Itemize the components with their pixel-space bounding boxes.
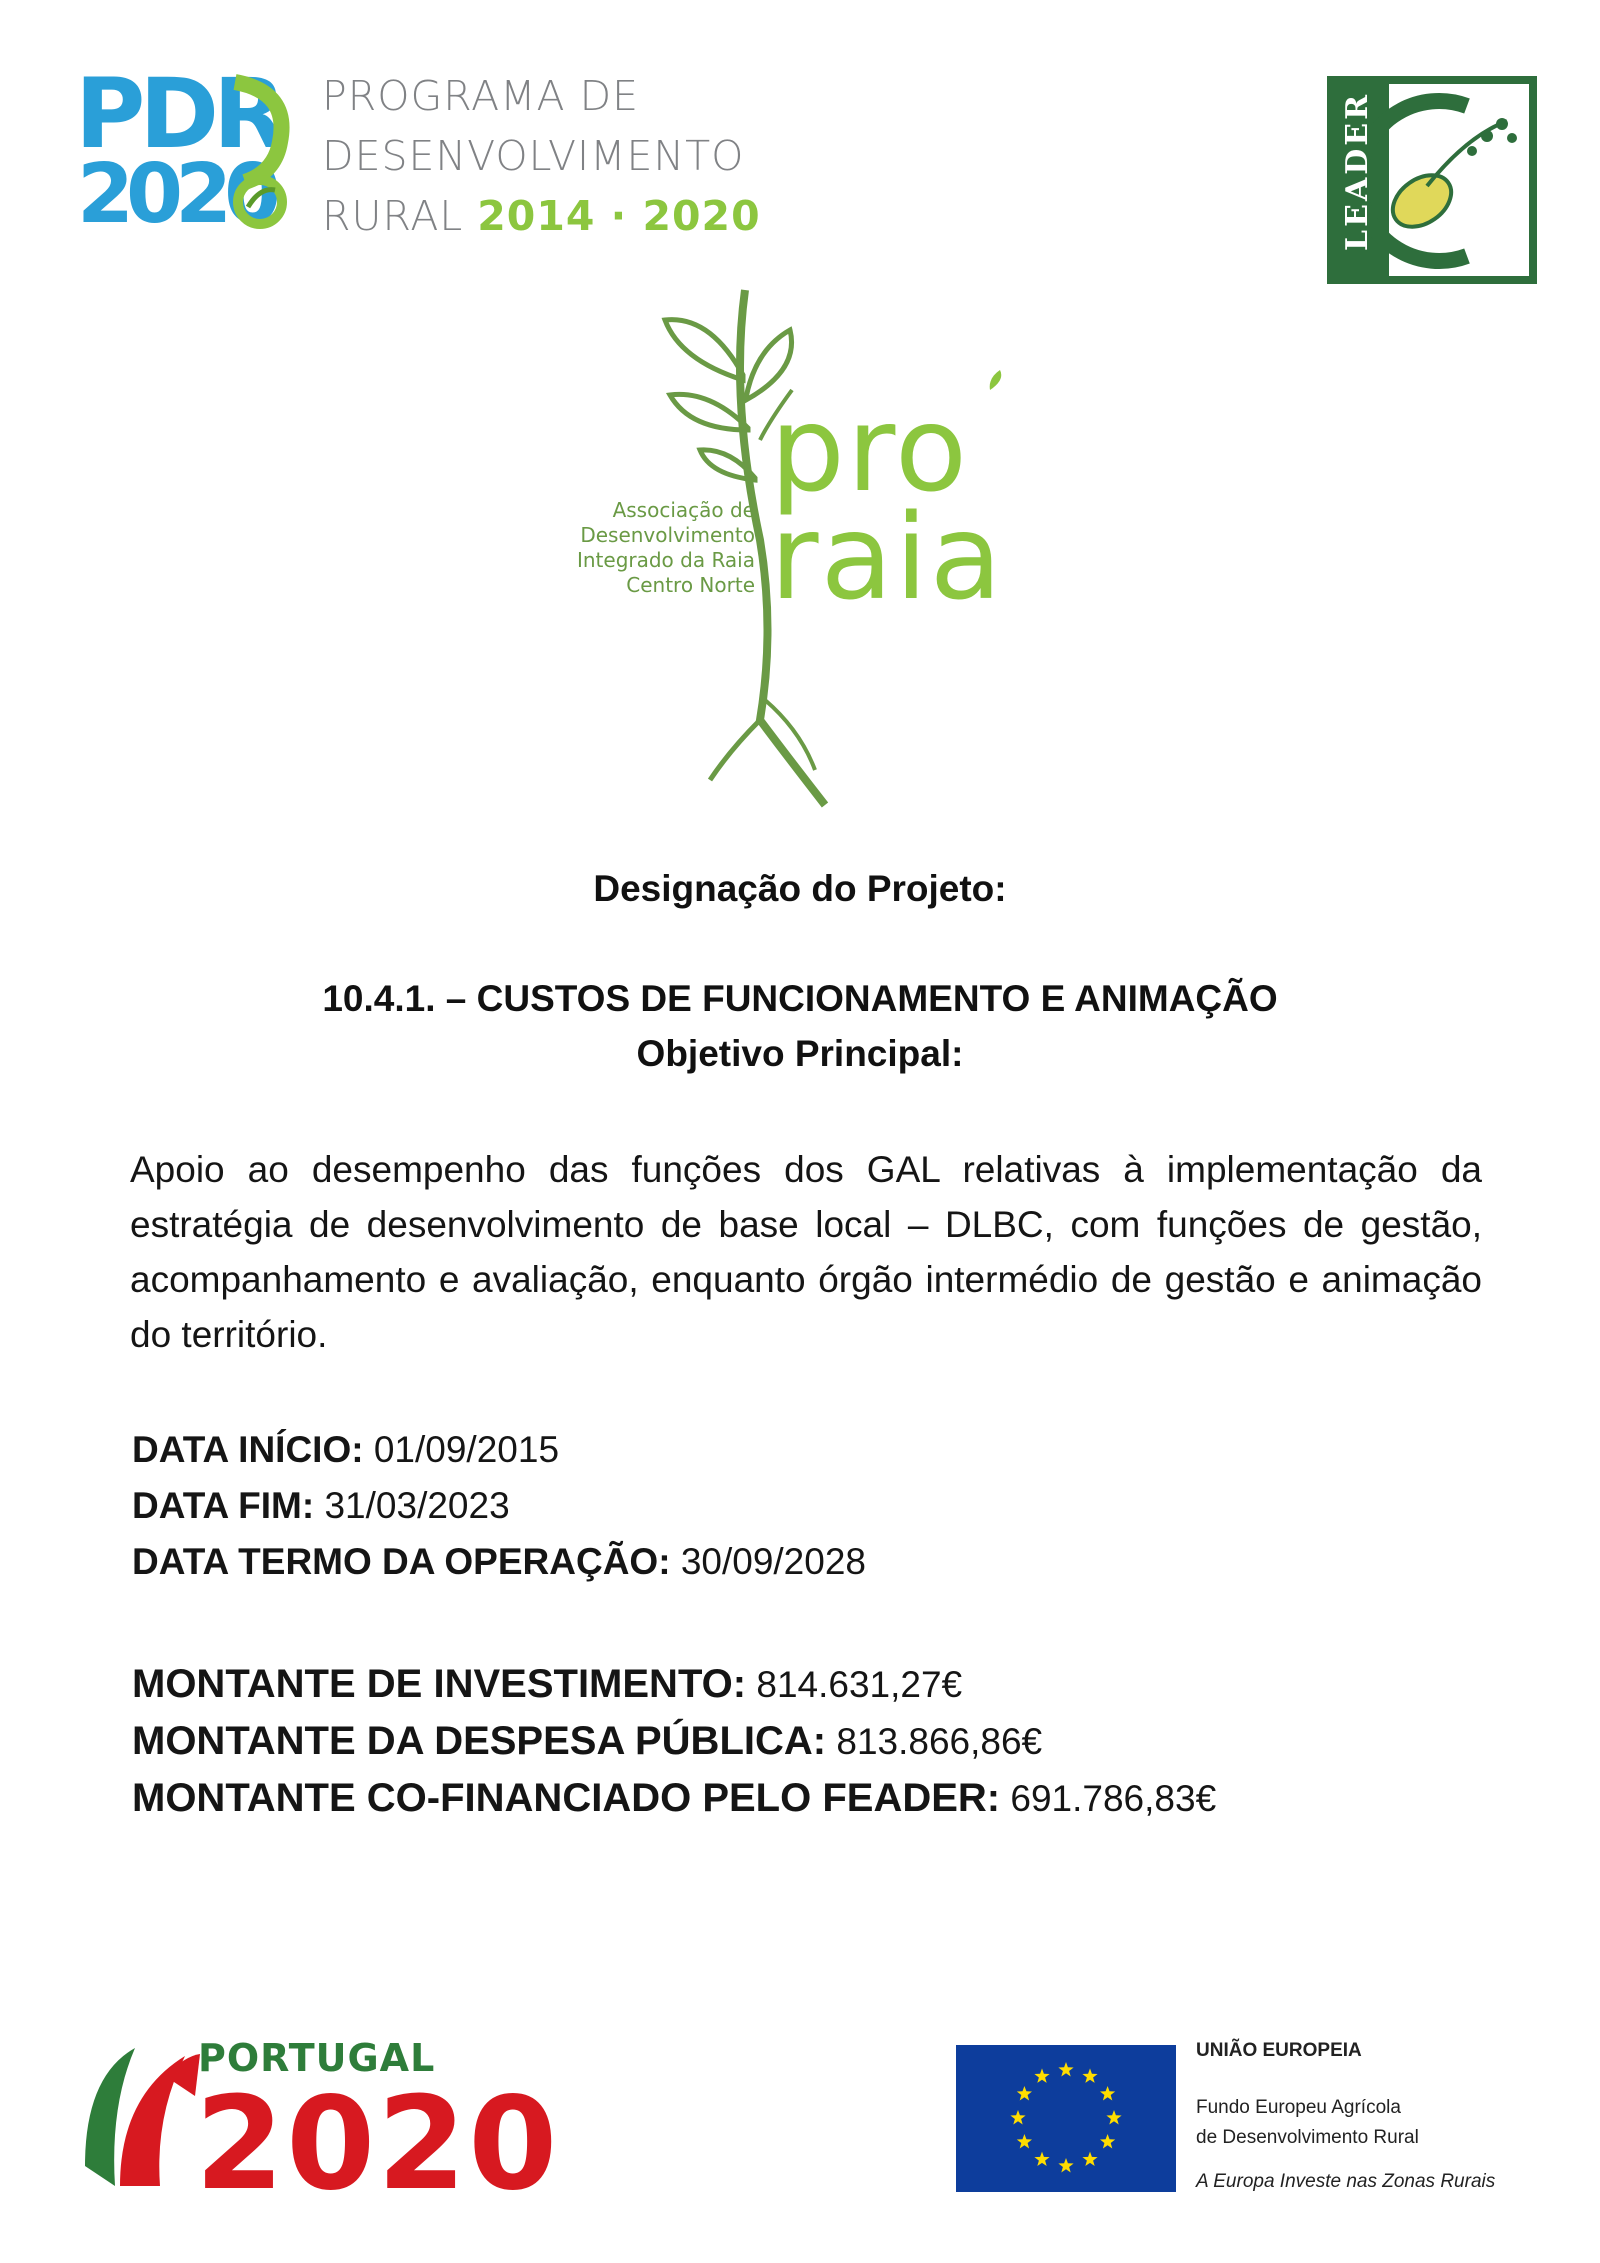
eu-fund-line-1: Fundo Europeu Agrícola bbox=[1196, 2097, 1401, 2118]
amount-label: MONTANTE DE INVESTIMENTO: bbox=[132, 1662, 747, 1706]
date-row bbox=[132, 1478, 866, 1534]
date-label: DATA INÍCIO: bbox=[132, 1429, 364, 1470]
eu-title: UNIÃO EUROPEIA bbox=[1196, 2040, 1362, 2061]
amount-label: MONTANTE CO-FINANCIADO PELO FEADER: bbox=[132, 1776, 1001, 1820]
amounts-block bbox=[132, 1656, 1216, 1827]
project-code: 10.4.1. – CUSTOS DE FUNCIONAMENTO E ANIMAÇÃO bbox=[322, 978, 1278, 1019]
pdr-line-2: DESENVOLVIMENTO bbox=[322, 132, 745, 180]
date-label: DATA FIM: bbox=[132, 1485, 315, 1526]
proraia-word-top: pro bbox=[770, 380, 970, 518]
objective-text: Apoio ao desempenho das funções dos GAL relativas à implementação da estratégia de desenvolvimento de base local – DLBC, com funções de gestão, acompanhamento e avaliação, enquanto órgão intermédio de gestão e animação do território. bbox=[130, 1149, 1482, 1355]
proraia-association-name bbox=[545, 498, 755, 598]
assoc-line: Desenvolvimento bbox=[580, 523, 755, 547]
pdr-line-3 bbox=[322, 186, 761, 246]
pdr2020-logo-text bbox=[322, 66, 761, 246]
amount-value: 813.866,86€ bbox=[836, 1721, 1043, 1762]
assoc-line: Integrado da Raia bbox=[576, 548, 755, 572]
amount-row bbox=[132, 1656, 1216, 1713]
leader-logo bbox=[1327, 76, 1537, 284]
amount-value: 814.631,27€ bbox=[756, 1664, 963, 1705]
amount-row bbox=[132, 1770, 1216, 1827]
date-row bbox=[132, 1422, 866, 1478]
eu-flag-icon bbox=[956, 2045, 1176, 2192]
assoc-line: Centro Norte bbox=[626, 573, 755, 597]
amount-value: 691.786,83€ bbox=[1010, 1778, 1217, 1819]
date-label: DATA TERMO DA OPERAÇÃO: bbox=[132, 1541, 671, 1582]
assoc-line: Associação de bbox=[612, 498, 755, 522]
amount-label: MONTANTE DA DESPESA PÚBLICA: bbox=[132, 1719, 827, 1763]
proraia-logo-word bbox=[770, 380, 1004, 626]
designation-label: Designação do Projeto: bbox=[593, 868, 1007, 909]
svg-text:2020: 2020 bbox=[77, 147, 274, 232]
amount-row bbox=[132, 1713, 1216, 1770]
date-value: 30/09/2028 bbox=[680, 1541, 866, 1582]
portugal-word: PORTUGAL bbox=[198, 2036, 436, 2080]
objective-label: Objetivo Principal: bbox=[636, 1033, 964, 1074]
pdr-line-3-prefix: RURAL bbox=[322, 192, 464, 240]
pdr2020-logo-mark bbox=[75, 72, 305, 232]
svg-text:LEADER: LEADER bbox=[1340, 91, 1375, 251]
svg-text:PDR: PDR bbox=[75, 72, 281, 170]
portugal-year: 2020 bbox=[195, 2070, 560, 2219]
pdr-years: 2014 · 2020 bbox=[477, 192, 761, 240]
eu-fund-line-2: de Desenvolvimento Rural bbox=[1196, 2127, 1419, 2148]
date-value: 01/09/2015 bbox=[373, 1429, 560, 1470]
dates-block bbox=[132, 1422, 866, 1590]
pdr-line-1: PROGRAMA DE bbox=[322, 72, 640, 120]
date-value: 31/03/2023 bbox=[324, 1485, 510, 1526]
date-row bbox=[132, 1534, 866, 1590]
proraia-word-bottom: raia bbox=[770, 488, 1004, 626]
eu-slogan: A Europa Investe nas Zonas Rurais bbox=[1196, 2171, 1496, 2192]
